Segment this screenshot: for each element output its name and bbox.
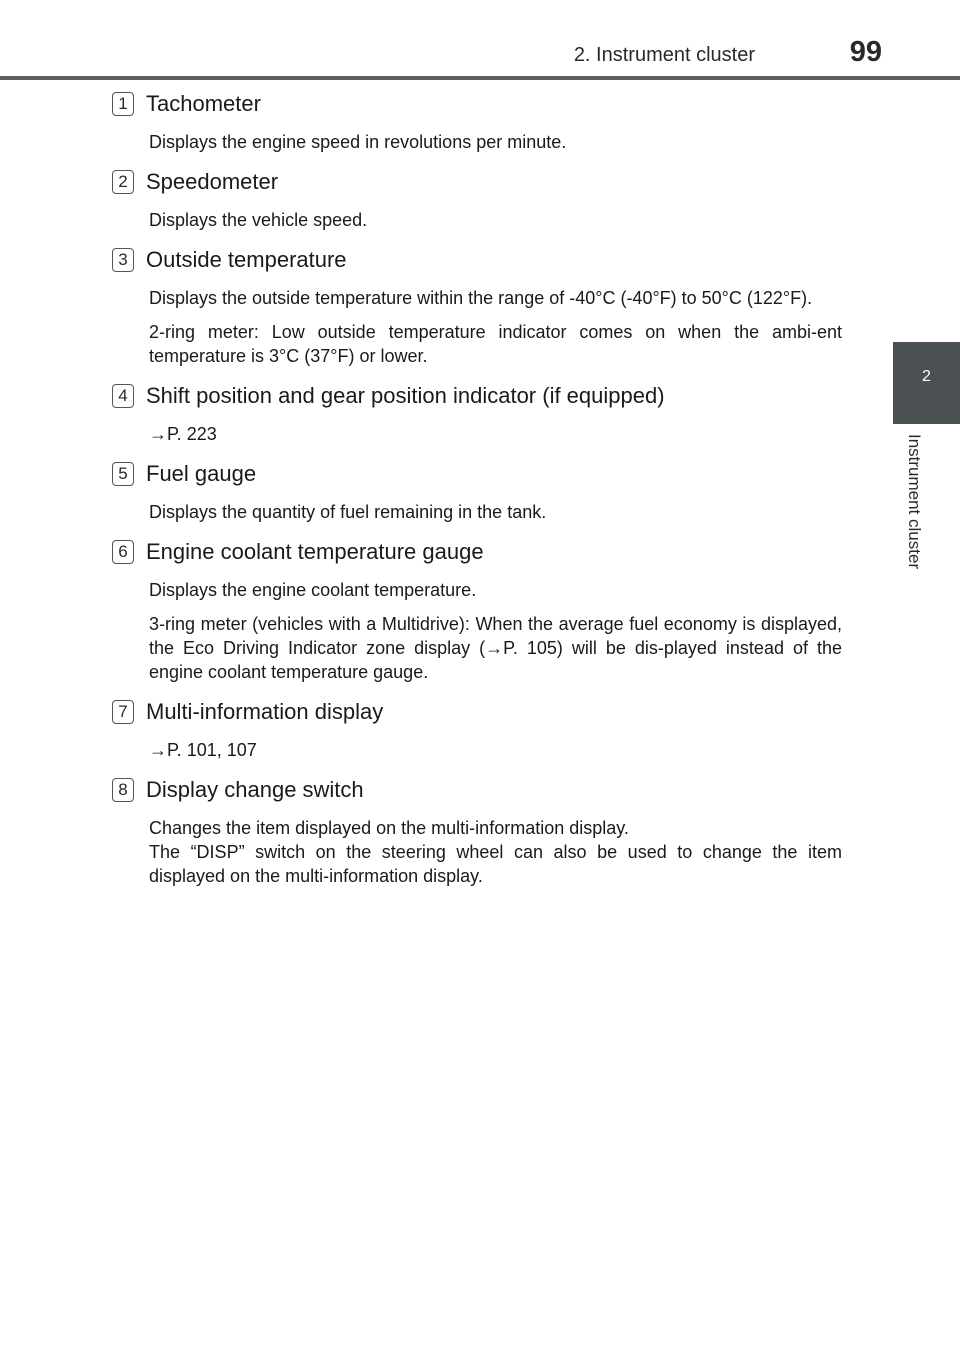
list-item (112, 382, 842, 446)
page-number: 99 (849, 36, 882, 68)
item-note: 2-ring meter: Low outside temperature indicator comes on when the ambi-ent temperature is 3°C (37°F) or lower. (149, 322, 842, 366)
section-title: 2. Instrument cluster (573, 44, 755, 66)
item-note: 3-ring meter (vehicles with a Multidrive): When the average fuel economy is displayed, the Eco Driving Indicator zone display (→P. 105) will be dis-played instead of the engine coolant temperature gauge. (149, 614, 842, 682)
list-item (112, 90, 842, 154)
list-item (112, 698, 842, 762)
item-description: Displays the engine coolant temperature. (149, 580, 477, 600)
item-title: Multi-information display (146, 699, 384, 724)
item-number-badge: 2 (112, 170, 134, 194)
item-title: Shift position and gear position indicator (if equipped) (146, 383, 665, 408)
item-description: Displays the outside temperature within the range of -40°C (-40°F) to 50°C (122°F). (149, 288, 813, 308)
item-description: Changes the item displayed on the multi-information display. (149, 818, 629, 838)
item-number-badge: 5 (112, 462, 134, 486)
list-item (112, 538, 842, 684)
item-title: Outside temperature (146, 247, 347, 272)
item-number-badge: 4 (112, 384, 134, 408)
item-number-badge: 6 (112, 540, 134, 564)
item-number-badge: 7 (112, 700, 134, 724)
item-title: Fuel gauge (146, 461, 257, 486)
page-header (0, 0, 960, 80)
list-item (112, 246, 842, 368)
item-title: Engine coolant temperature gauge (146, 539, 484, 564)
item-number-badge: 3 (112, 248, 134, 272)
item-description: Displays the quantity of fuel remaining in the tank. (149, 502, 547, 522)
list-item (112, 168, 842, 232)
chapter-tab: 2 (893, 342, 960, 424)
item-number-badge: 8 (112, 778, 134, 802)
item-title: Tachometer (146, 91, 261, 116)
item-list (112, 90, 842, 902)
item-description: Displays the vehicle speed. (149, 210, 368, 230)
item-note: The “DISP” switch on the steering wheel can also be used to change the item displayed on the multi-information display. (149, 842, 842, 886)
list-item (112, 460, 842, 524)
header-rule (0, 76, 960, 80)
page-reference-link[interactable]: →P. 223 (149, 424, 217, 444)
page-reference-link[interactable]: →P. 101, 107 (149, 740, 257, 760)
chapter-label: Instrument cluster (905, 434, 924, 570)
item-description: Displays the engine speed in revolutions per minute. (149, 132, 567, 152)
item-number-badge: 1 (112, 92, 134, 116)
list-item (112, 776, 842, 888)
item-title: Display change switch (146, 777, 364, 802)
item-title: Speedometer (146, 169, 279, 194)
